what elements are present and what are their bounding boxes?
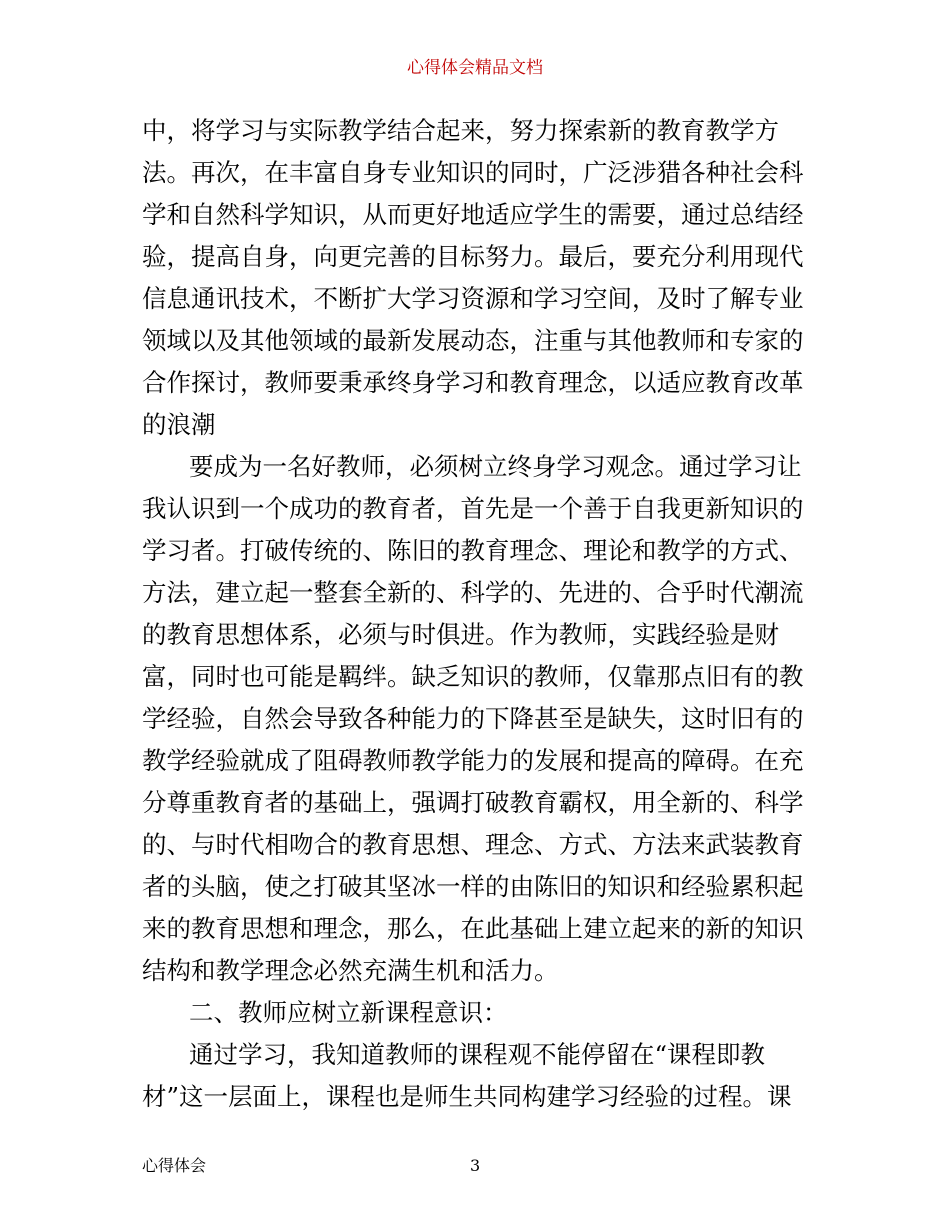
body-line: 中，将学习与实际教学结合起来，努力探索新的教育教学方 <box>142 116 779 145</box>
document-header-title: 心得体会精品文档 <box>407 58 543 78</box>
body-line: 来的教育思想和理念，那么，在此基础上建立起来的新的知识 <box>142 914 804 943</box>
body-line: 富，同时也可能是羁绊。缺乏知识的教师，仅靠那点旧有的教 <box>142 662 804 691</box>
footer-label: 心得体会 <box>142 1156 207 1175</box>
paragraph-start-line: 要成为一名好教师，必须树立终身学习观念。通过学习让 <box>189 452 802 481</box>
body-line: 的、与时代相吻合的教育思想、理念、方式、方法来武装教育 <box>142 830 804 859</box>
body-line: 学经验，自然会导致各种能力的下降甚至是缺失，这时旧有的 <box>142 704 804 733</box>
body-line: 信息通讯技术，不断扩大学习资源和学习空间，及时了解专业 <box>142 284 804 313</box>
body-line: 方法，建立起一整套全新的、科学的、先进的、合乎时代潮流 <box>142 578 804 607</box>
body-line: 的浪潮 <box>142 410 216 439</box>
body-line: 材”这一层面上，课程也是师生共同构建学习经验的过程。课 <box>142 1082 792 1111</box>
body-line: 验，提高自身，向更完善的目标努力。最后，要充分利用现代 <box>142 242 804 271</box>
body-line: 法。再次，在丰富自身专业知识的同时，广泛涉猎各种社会科 <box>142 158 804 187</box>
body-line: 学和自然科学知识，从而更好地适应学生的需要，通过总结经 <box>142 200 804 229</box>
body-line: 教学经验就成了阻碍教师教学能力的发展和提高的障碍。在充 <box>142 746 804 775</box>
section-heading: 二、教师应树立新课程意识： <box>189 998 508 1027</box>
body-line: 分尊重教育者的基础上，强调打破教育霸权，用全新的、科学 <box>142 788 804 817</box>
body-line: 学习者。打破传统的、陈旧的教育理念、理论和教学的方式、 <box>142 536 804 565</box>
paragraph-start-line: 通过学习，我知道教师的课程观不能停留在“课程即教 <box>189 1040 766 1069</box>
body-line: 领域以及其他领域的最新发展动态，注重与其他教师和专家的 <box>142 326 804 355</box>
body-line: 合作探讨，教师要秉承终身学习和教育理念，以适应教育改革 <box>142 368 804 397</box>
body-line: 者的头脑，使之打破其坚冰一样的由陈旧的知识和经验累积起 <box>142 872 804 901</box>
document-body <box>142 110 812 1118</box>
body-line: 的教育思想体系，必须与时俱进。作为教师，实践经验是财 <box>142 620 779 649</box>
page-number: 3 <box>470 1156 481 1175</box>
body-line: 结构和教学理念必然充满生机和活力。 <box>142 956 559 985</box>
body-line: 我认识到一个成功的教育者，首先是一个善于自我更新知识的 <box>142 494 804 523</box>
